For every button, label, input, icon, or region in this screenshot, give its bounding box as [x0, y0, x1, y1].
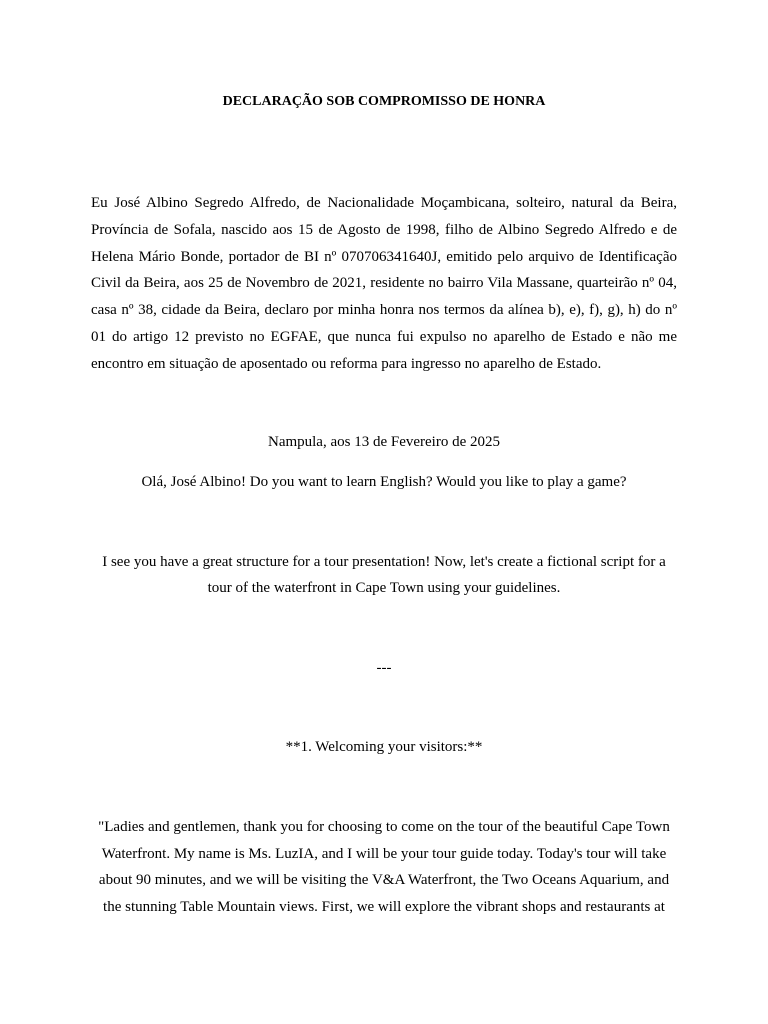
- section-heading: **1. Welcoming your visitors:**: [285, 739, 483, 755]
- quote-paragraph: "Ladies and gentlemen, thank you for choosing to come on the tour of the beautiful Cape Town Waterfront. My name is Ms. LuzIA, and I will be your tour guide today. Today's tour will take about 90 minutes, and we will be visiting the V&A Waterfront, the Two Oceans Aquarium, and the stunning Table Mountain views. First, we will explore the vibrant shops and restaurants at: [98, 819, 670, 916]
- intro-paragraph: I see you have a great structure for a tour presentation! Now, let's create a fictional script for a tour of the waterfront in Cape Town using your guidelines.: [102, 554, 666, 596]
- place-date-line: Nampula, aos 13 de Fevereiro de 2025: [267, 434, 501, 450]
- separator-line: ---: [376, 660, 392, 676]
- greeting-line: Olá, José Albino! Do you want to learn English? Would you like to play a game?: [141, 474, 627, 490]
- declaration-paragraph: Eu José Albino Segredo Alfredo, de Nacionalidade Moçambicana, solteiro, natural da Beira, Província de Sofala, nascido aos 15 de Agosto de 1998, filho de Albino Segredo Alfredo e de Helena Mário Bonde, portador de BI nº 070706341640J, emitido pelo arquivo de Identificação Civil da Beira, aos 25 de Novembro de 2021, residente no bairro Vila Massane, quarteirão nº 04, casa nº 38, cidade da Beira, declaro por minha honra nos termos da alínea b), e), f), g), h) do nº 01 do artigo 12 previsto no EGFAE, que nunca fui expulso no aparelho de Estado e não me encontro em situação de aposentado ou reforma para ingresso no aparelho de Estado.: [91, 195, 677, 372]
- document-title: DECLARAÇÃO SOB COMPROMISSO DE HONRA: [222, 94, 546, 109]
